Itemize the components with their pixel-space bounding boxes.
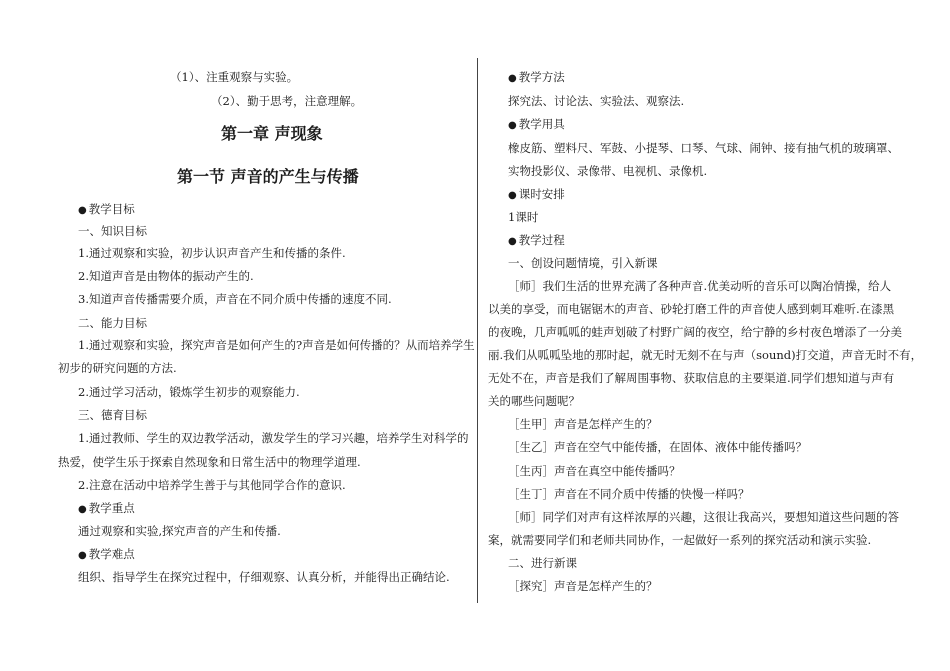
- teaching-goals-heading: ● 教学目标: [78, 202, 135, 218]
- schedule-heading: ● 课时安排: [508, 187, 565, 203]
- tools-line-2: 实物投影仪、录像带、电视机、录像机.: [508, 164, 708, 178]
- note-1: （1）、注重观察与实验。: [170, 70, 299, 84]
- key-points-heading: ● 教学重点: [78, 501, 135, 517]
- ability-goal-1-line-2: 初步的研究问题的方法.: [58, 361, 177, 375]
- tools-heading: ● 教学用具: [508, 117, 565, 133]
- knowledge-goals-heading: 一、知识目标: [78, 224, 147, 238]
- process-heading: ● 教学过程: [508, 233, 565, 249]
- process-part-2-heading: 二、进行新课: [508, 556, 577, 570]
- chapter-title: 第一章 声现象: [221, 124, 323, 143]
- teacher-text-line-6: 关的哪些问题呢？: [488, 394, 580, 408]
- student-question-1: ［生甲］声音是怎样产生的？: [508, 417, 658, 431]
- student-question-4: ［生丁］声音在不同介质中传播的快慢一样吗？: [508, 487, 750, 501]
- ability-goal-2: 2.通过学习活动，锻炼学生初步的观察能力.: [78, 385, 300, 399]
- method-text: 探究法、讨论法、实验法、观察法.: [508, 94, 685, 108]
- moral-goal-1-line-1: 1.通过教师、学生的双边教学活动，激发学生的学习兴趣，培养学生对科学的: [78, 431, 469, 445]
- teacher-text-line-1: ［师］我们生活的世界充满了各种声音.优美动听的音乐可以陶冶情操，给人: [508, 279, 892, 293]
- ability-goal-1-line-1: 1.通过观察和实验，探究声音是如何产生的?声音是如何传播的？从而培养学生: [78, 338, 475, 352]
- teacher-reply-line-1: ［师］同学们对声有这样浓厚的兴趣，这很让我高兴，要想知道这些问题的答: [508, 510, 899, 524]
- teacher-text-line-3: 的夜晚，几声呱呱的蛙声划破了村野广阔的夜空，给宁静的乡村夜色增添了一分美: [488, 325, 902, 339]
- schedule-text: 1课时: [508, 210, 539, 224]
- teacher-text-line-4: 丽.我们从呱呱坠地的那时起，就无时无刻不在与声（sound)打交道，声音无时不有，: [488, 348, 923, 362]
- knowledge-goal-3: 3.知道声音传播需要介质，声音在不同介质中传播的速度不同.: [78, 292, 392, 306]
- student-question-2: ［生乙］声音在空气中能传播，在固体、液体中能传播吗？: [508, 440, 807, 454]
- student-question-3: ［生丙］声音在真空中能传播吗？: [508, 464, 681, 478]
- ability-goals-heading: 二、能力目标: [78, 316, 147, 330]
- method-heading: ● 教学方法: [508, 70, 565, 86]
- difficulty-heading: ● 教学难点: [78, 547, 135, 563]
- note-2: （2）、勤于思考，注意理解。: [211, 94, 363, 108]
- tools-line-1: 橡皮筋、塑料尺、军鼓、小提琴、口琴、气球、闹钟、接有抽气机的玻璃罩、: [508, 141, 899, 155]
- explore-question-1: ［探究］声音是怎样产生的？: [508, 579, 658, 593]
- teacher-text-line-2: 以美的享受，而电锯锯木的声音、砂轮打磨工件的声音使人感到刺耳难听.在漆黑: [488, 302, 895, 316]
- teacher-text-line-5: 无处不在，声音是我们了解周围事物、获取信息的主要渠道.同学们想知道与声有: [488, 371, 895, 385]
- teacher-reply-line-2: 案，就需要同学们和老师共同协作，一起做好一系列的探究活动和演示实验.: [488, 533, 872, 547]
- page-divider: [477, 58, 478, 603]
- key-points-text: 通过观察和实验,探究声音的产生和传播.: [78, 524, 281, 538]
- moral-goals-heading: 三、德育目标: [78, 408, 147, 422]
- knowledge-goal-2: 2.知道声音是由物体的振动产生的.: [78, 269, 254, 283]
- difficulty-text: 组织、指导学生在探究过程中，仔细观察、认真分析，并能得出正确结论.: [78, 570, 450, 584]
- knowledge-goal-1: 1.通过观察和实验，初步认识声音产生和传播的条件.: [78, 246, 346, 260]
- process-part-1-heading: 一、创设问题情境，引入新课: [508, 256, 658, 270]
- moral-goal-2: 2.注意在活动中培养学生善于与其他同学合作的意识.: [78, 478, 346, 492]
- section-title: 第一节 声音的产生与传播: [177, 167, 359, 186]
- moral-goal-1-line-2: 热爱，使学生乐于探索自然现象和日常生活中的物理学道理.: [58, 455, 361, 469]
